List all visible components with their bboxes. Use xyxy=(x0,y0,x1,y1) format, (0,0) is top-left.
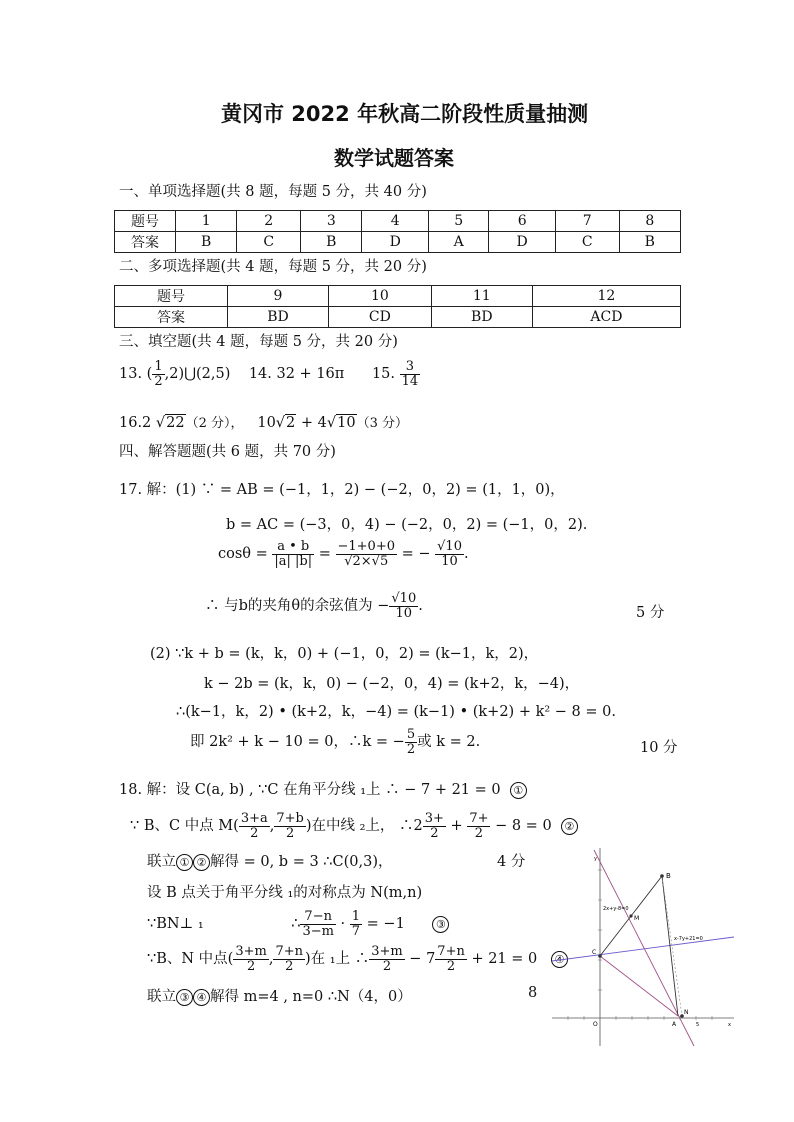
multi-choice-table xyxy=(114,285,681,328)
table-row-label: 答案 xyxy=(115,307,228,328)
p18-line-5: ∵BN⊥ ₁ ∴ $\frac{7-n}{3-m}$ · $\frac{1}{7}$ = −1 ③ xyxy=(147,910,449,938)
x-axis-label: x xyxy=(728,1022,731,1028)
table-cell: 6 xyxy=(489,211,555,232)
table-row-label: 答案 xyxy=(115,232,176,253)
table-cell: 9 xyxy=(228,286,329,307)
answer-16: 16.2 √22（2 分）， 10√2 + 4√10（3 分） xyxy=(119,415,408,431)
fraction: $\frac{1}{2}$ xyxy=(154,359,163,389)
p18-score-1: 4 分 xyxy=(497,854,526,870)
point-M xyxy=(629,914,632,917)
table-cell: 12 xyxy=(532,286,680,307)
table-cell: C xyxy=(555,232,619,253)
table-row xyxy=(115,286,681,307)
p17-line-3: cosθ = $\frac{a • b}{|a| |b|}$ = $\frac{-1+0+0}{√2\times√5}$ = − $\frac{√10}{10}$ . xyxy=(218,539,469,569)
document-subtitle: 数学试题答案 xyxy=(334,146,454,170)
table-cell: 8 xyxy=(619,211,680,232)
point-B xyxy=(660,874,664,878)
p17-score-2: 10 分 xyxy=(640,740,678,756)
table-cell: 11 xyxy=(431,286,532,307)
geometry-figure xyxy=(548,840,738,1050)
label-A: A xyxy=(672,1021,677,1028)
tick-label-5: 5 xyxy=(696,1022,700,1028)
table-cell: B xyxy=(619,232,680,253)
p18-line-1: 18. 解：设 C(a, b) , ∵C 在角平分线 ₁上 ∴ − 7 + 21 = 0 ① xyxy=(119,778,527,799)
answer-15-fraction: $\frac{3}{14}$ xyxy=(401,359,419,389)
answer-15-label: 15. xyxy=(371,366,396,383)
p18-line-4: 设 B 点关于角平分线 ₁的对称点为 N(m,n) xyxy=(147,885,423,901)
table-cell: D xyxy=(489,232,555,253)
document-title: 黄冈市 2022 年秋高二阶段性质量抽测 xyxy=(221,102,589,126)
p18-line-7: 联立 ③ ④ 解得 m=4 , n=0 ∴N（4，0） xyxy=(147,989,412,1005)
p17-line-1: 17. 解：(1) ∵ = AB = (−1，1，2) − (−2，0，2) = (1，1，0)， xyxy=(119,482,565,498)
median-line xyxy=(594,850,694,1046)
table-cell: 4 xyxy=(362,211,428,232)
table-cell: 2 xyxy=(237,211,301,232)
label-O: O xyxy=(593,1021,598,1028)
p17-score-1: 5 分 xyxy=(636,605,665,621)
table-cell: 3 xyxy=(301,211,362,232)
label-B: B xyxy=(666,872,671,880)
table-row xyxy=(115,232,681,253)
p18-line-3: 联立 ① ② 解得 = 0, b = 3 ∴C(0,3)， xyxy=(147,854,393,870)
table-cell: D xyxy=(362,232,428,253)
table-row-label: 题号 xyxy=(115,211,176,232)
p17-line-2: b = AC = (−3，0，4) − (−2，0，2) = (−1，0，2). xyxy=(226,517,588,533)
bisector-line xyxy=(552,937,734,961)
bisector-equation: x-7y+21=0 xyxy=(674,936,703,942)
p18-line-2: ∵ B、C 中点 M( $\frac{3+a}{2}$ , $\frac{7+b}{2}$ )在中线 ₂上， ∴2 $\frac{3+}{2}$ + $\frac{7+}{2}$ − 8 = 0 ② xyxy=(130,812,578,840)
section1-heading: 一、单项选择题(共 8 题，每题 5 分，共 40 分) xyxy=(119,184,427,200)
table-cell: 5 xyxy=(428,211,488,232)
answer-14: 14. 32 + 16π xyxy=(248,366,345,383)
table-row xyxy=(115,307,681,328)
table-cell: BD xyxy=(228,307,329,328)
table-cell: B xyxy=(176,232,237,253)
answer-13: 13. ( $\frac{1}{2}$ ,2)⋃(2,5) 14. 32 + 16π 15. $\frac{3}{14}$ xyxy=(119,359,419,389)
p18-line-6: ∵B、N 中点( $\frac{3+m}{2}$ , $\frac{7+n}{2}$ )在 ₁上 ∴ $\frac{3+m}{2}$ − 7 $\frac{7+n}{2}$ + 21 = 0 ④ xyxy=(147,945,568,973)
p17-line-5: (2) ∵k + b = (k，k，0) + (−1，0，2) = (k−1，k，2)， xyxy=(150,646,539,662)
table-cell: C xyxy=(237,232,301,253)
table-row-label: 题号 xyxy=(115,286,228,307)
side-CA xyxy=(600,956,678,1016)
p17-line-8: 即 2k² + k − 10 = 0，∴k = − $\frac{5}{2}$ 或 k = 2. xyxy=(190,727,481,757)
table-row xyxy=(115,211,681,232)
table-cell: BD xyxy=(431,307,532,328)
single-choice-table xyxy=(114,210,681,253)
section3-heading: 三、填空题(共 4 题，每题 5 分，共 20 分) xyxy=(119,334,398,350)
label-M: M xyxy=(634,915,640,922)
p17-line-6: k − 2b = (k，k，0) − (−2，0，4) = (k+2，k，−4)， xyxy=(204,676,580,692)
median-equation: 2x+y-8=0 xyxy=(603,906,629,912)
section4-heading: 四、解答题题(共 6 题，共 70 分) xyxy=(119,444,336,460)
label-C: C xyxy=(592,949,597,956)
table-cell: 1 xyxy=(176,211,237,232)
table-cell: B xyxy=(301,232,362,253)
table-cell: CD xyxy=(328,307,431,328)
table-cell: 10 xyxy=(328,286,431,307)
label-N: N xyxy=(684,1009,689,1016)
p18-score-2: 8 xyxy=(528,985,538,1001)
table-cell: ACD xyxy=(532,307,680,328)
section2-heading: 二、多项选择题(共 4 题，每题 5 分，共 20 分) xyxy=(119,259,427,275)
table-cell: A xyxy=(428,232,488,253)
p17-line-7: ∴(k−1，k，2) • (k+2，k，−4) = (k−1) • (k+2) + k² − 8 = 0. xyxy=(176,704,616,720)
y-axis-label: y xyxy=(594,856,597,862)
point-C xyxy=(598,954,602,958)
p17-line-4: ∴ 与b的夹角θ的余弦值为 − $\frac{√10}{10}$ . xyxy=(205,591,423,621)
table-cell: 7 xyxy=(555,211,619,232)
